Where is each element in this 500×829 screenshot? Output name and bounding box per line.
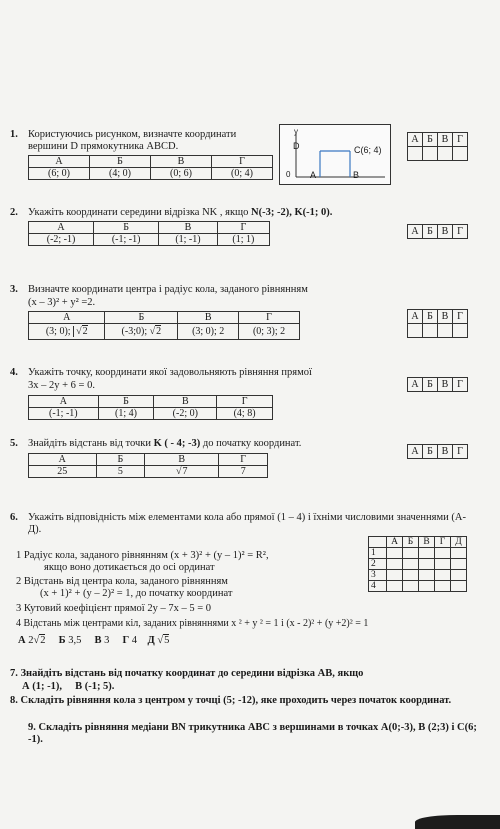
point-b-label: B (353, 170, 360, 180)
q3-options-table (28, 311, 300, 340)
q3-number: 3. (10, 284, 18, 295)
q1-options-table (28, 155, 273, 180)
q6-col-v: В (419, 537, 435, 548)
q2-prompt (28, 207, 332, 219)
q1-header-g: Г (212, 156, 273, 168)
q1-answer-v[interactable]: В (438, 133, 453, 147)
q3-header-b: Б (105, 312, 178, 324)
q4-option-a: (-1; -1) (29, 408, 99, 420)
q2-option-v: (1; -1) (159, 234, 218, 246)
q1-header-a: А (29, 156, 90, 168)
q3-answer-g[interactable]: Г (453, 310, 468, 324)
q4-answer-box (407, 377, 468, 392)
q7-points: А (1; -1), В (-1; 5). (22, 681, 115, 692)
q3-option-g: (0; 3); 2 (239, 324, 300, 340)
q5-option-b: 5 (96, 466, 144, 478)
q6-answer-g-letter: Г (122, 635, 130, 646)
q6-col-b: Б (403, 537, 419, 548)
q3-option-v: (3; 0); 2 (178, 324, 239, 340)
q1-number: 1. (10, 129, 18, 140)
q3-answer-b[interactable]: Б (423, 310, 438, 324)
q6-text: Укажіть відповідність між елементами кола або прямої (1 – 4) і їхніми числовими значеннями (А-Д). (28, 512, 466, 535)
q1-answer-box (407, 132, 468, 161)
q5-option-a: 25 (29, 466, 97, 478)
q6-answer-v-letter: В (94, 635, 102, 646)
q2-header-b: Б (94, 222, 159, 234)
q5-header-a: А (29, 454, 97, 466)
q5-answer-g[interactable]: Г (453, 445, 468, 459)
q6-item-1: 1 Радіус кола, заданого рівнянням (x + 3)² + (y – 1)² = R², (16, 550, 269, 561)
q6-match-grid (368, 536, 467, 592)
q2-header-v: В (159, 222, 218, 234)
q3-equation: (x – 3)² + y² =2. (28, 297, 96, 308)
q6-answer-a-letter: А (18, 635, 26, 646)
q1-answer-a[interactable]: А (408, 133, 423, 147)
point-c-label: C(6; 4) (354, 145, 382, 155)
q6-row-2: 2 (369, 559, 387, 570)
q2-header-a: А (29, 222, 94, 234)
q4-equation: 3x – 2y + 6 = 0. (28, 380, 95, 391)
q4-answer-g[interactable]: Г (453, 378, 468, 392)
q5-header-v: В (145, 454, 219, 466)
q6-row-3: 3 (369, 570, 387, 581)
q9-text: 9. Складіть рівняння медіани BN трикутника АВС з вершинами в точках А(0;-3), В (2;3) і С(6; -1). (28, 722, 477, 745)
q1-figure (279, 124, 391, 185)
q2-answer-a[interactable]: А (408, 225, 423, 239)
q1-option-b: (4; 0) (90, 168, 151, 180)
point-a-label: A (310, 170, 317, 180)
origin-label: 0 (286, 170, 291, 179)
q5-number: 5. (10, 438, 18, 449)
q6-answer-v-value: 3 (104, 635, 110, 646)
q6-answer-d-letter: Д (147, 635, 155, 646)
q6-answer-b-letter: Б (58, 635, 66, 646)
q4-number: 4. (10, 367, 18, 378)
q6-item-4: 4 Відстань між центрами кіл, заданих рівняннями x ² + y ² = 1 і (x - 2)² + (y +2)² = 1 (16, 618, 369, 629)
q5-header-g: Г (219, 454, 268, 466)
q2-points: N(-3; -2), K(-1; 0). (251, 207, 333, 218)
q5-answer-b[interactable]: Б (423, 445, 438, 459)
q1-option-g: (0; 4) (212, 168, 273, 180)
q2-text: Укажіть координати середини відрізка NK , якщо (28, 207, 249, 218)
q1-answer-b[interactable]: Б (423, 133, 438, 147)
q6-item-2-cont: (x + 1)² + (y – 2)² = 1, до початку координат (40, 588, 233, 599)
q1-text: Користуючись рисунком, визначте координати вершини D прямокутника ABCD. (28, 129, 237, 152)
y-axis-label: y (294, 127, 298, 136)
q1-header-v: В (151, 156, 212, 168)
q4-option-b: (1; 4) (98, 408, 154, 420)
q7-text: 7. Знайдіть відстань від початку координат до середини відрізка АВ, якщо (10, 668, 364, 679)
q4-answer-v[interactable]: В (438, 378, 453, 392)
q4-header-v: В (154, 396, 217, 408)
q4-option-g: (4; 8) (217, 408, 273, 420)
q1-header-b: Б (90, 156, 151, 168)
q6-row-4: 4 (369, 581, 387, 592)
q2-header-g: Г (217, 222, 269, 234)
q3-answer-a[interactable]: А (408, 310, 423, 324)
q4-options-table (28, 395, 273, 420)
q3-answer-v[interactable]: В (438, 310, 453, 324)
q6-col-g: Г (435, 537, 451, 548)
q6-row-1: 1 (369, 548, 387, 559)
q2-answer-b[interactable]: Б (423, 225, 438, 239)
q4-header-a: А (29, 396, 99, 408)
q6-answer-d-value: √5 (157, 635, 170, 646)
q6-answer-options (18, 635, 169, 647)
q1-option-v: (0; 6) (151, 168, 212, 180)
q4-option-v: (-2; 0) (154, 408, 217, 420)
q6-item-2: 2 Відстань від центра кола, заданого рівнянням (16, 576, 228, 587)
q4-text: Укажіть точку, координати якої задовольняють рівняння прямої (28, 367, 312, 378)
q6-answer-b-value: 3,5 (68, 635, 82, 646)
q2-options-table (28, 221, 270, 246)
q4-answer-a[interactable]: А (408, 378, 423, 392)
q3-header-v: В (178, 312, 239, 324)
q3-option-b: (-3;0); √2 (105, 324, 178, 340)
q3-option-a: (3; 0); √2 (29, 324, 105, 340)
q8-text: 8. Складіть рівняння кола з центром у точці (5; -12), яке проходить через початок координат. (10, 695, 452, 706)
q6-item-1-cont: якщо воно дотикається до осі ординат (44, 562, 215, 573)
point-d-label: D (293, 141, 300, 151)
q3-text: Визначте координати центра і радіус кола, заданого рівнянням (28, 284, 308, 295)
q5-answer-a[interactable]: А (408, 445, 423, 459)
q2-answer-v[interactable]: В (438, 225, 453, 239)
q3-header-a: А (29, 312, 105, 324)
q6-answer-g-value: 4 (131, 635, 138, 646)
q5-prompt: Знайдіть відстань від точки K ( - 4; -3) до початку координат. (28, 438, 302, 449)
q2-answer-g[interactable]: Г (453, 225, 468, 239)
q4-answer-b[interactable]: Б (423, 378, 438, 392)
q5-answer-v[interactable]: В (438, 445, 453, 459)
q2-number: 2. (10, 207, 18, 218)
q5-point: K ( - 4; -3) (153, 438, 201, 449)
q6-col-d: Д (451, 537, 467, 548)
q5-option-v: √7 (145, 466, 219, 478)
q5-options-table (28, 453, 268, 478)
q4-header-g: Г (217, 396, 273, 408)
q6-answer-a-value: 2√2 (28, 635, 46, 646)
q5-option-g: 7 (219, 466, 268, 478)
q6-col-a: А (387, 537, 403, 548)
q2-option-a: (-2; -1) (29, 234, 94, 246)
q2-answer-box (407, 224, 468, 239)
q1-option-a: (6; 0) (29, 168, 90, 180)
q5-header-b: Б (96, 454, 144, 466)
q3-answer-box (407, 309, 468, 338)
q2-option-b: (-1; -1) (94, 234, 159, 246)
q6-number: 6. (10, 512, 18, 523)
q6-item-3: 3 Кутовий коефіцієнт прямої 2y – 7x – 5 = 0 (16, 603, 211, 614)
q4-header-b: Б (98, 396, 154, 408)
q3-header-g: Г (239, 312, 300, 324)
q5-answer-box (407, 444, 468, 459)
q1-answer-g[interactable]: Г (453, 133, 468, 147)
q2-option-g: (1; 1) (217, 234, 269, 246)
page-corner-shadow (415, 815, 500, 829)
